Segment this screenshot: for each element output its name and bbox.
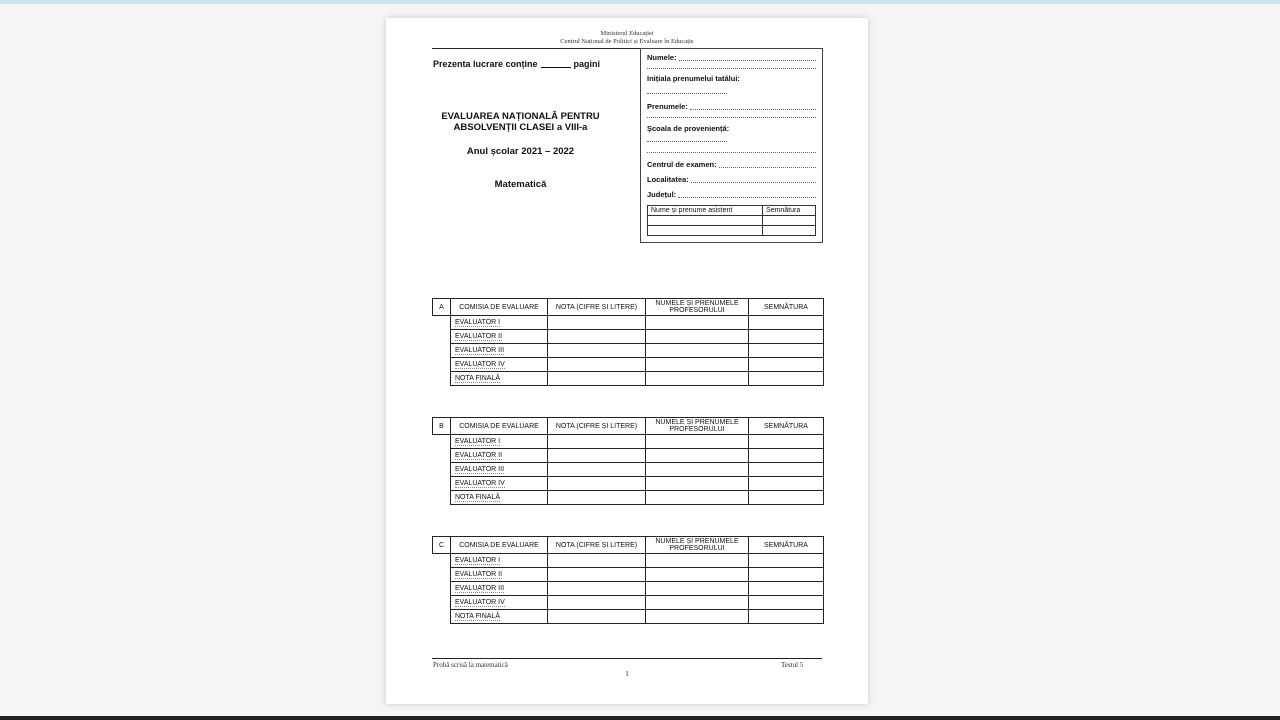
father-initial-row xyxy=(647,74,816,83)
grade-header: NOTA (CIFRE ȘI LITERE) xyxy=(548,537,646,554)
school-field xyxy=(647,141,727,142)
signature-cell xyxy=(749,477,824,491)
exam-center-label: Centrul de examen: xyxy=(647,160,717,169)
evaluator-label-text: EVALUATOR IV xyxy=(455,480,505,487)
evaluation-table xyxy=(432,298,824,386)
margin-cell xyxy=(433,463,451,477)
commission-header: COMISIA DE EVALUARE xyxy=(451,418,548,435)
exam-title xyxy=(433,111,608,133)
evaluator-label xyxy=(451,554,548,568)
evaluator-label-text: EVALUATOR I xyxy=(455,319,501,326)
exam-title-line1: EVALUAREA NAȚIONALĂ PENTRU xyxy=(441,111,600,122)
first-name-field xyxy=(690,102,816,110)
county-label: Județul: xyxy=(647,190,677,199)
school-year: Anul școlar 2021 – 2022 xyxy=(466,146,575,157)
signature-cell xyxy=(749,330,824,344)
table-letter: B xyxy=(433,418,451,435)
margin-cell xyxy=(433,435,451,449)
school-label: Școala de proveniență: xyxy=(647,124,730,133)
evaluator-label xyxy=(451,316,548,330)
table-row xyxy=(433,596,824,610)
teacher-header xyxy=(646,299,749,316)
exam-center-field xyxy=(719,160,816,168)
teacher-cell xyxy=(646,344,749,358)
margin-cell xyxy=(433,610,451,624)
footer-rule xyxy=(432,658,822,659)
grade-header: NOTA (CIFRE ȘI LITERE) xyxy=(548,299,646,316)
grade-cell xyxy=(548,372,646,386)
signature-header: SEMNĂTURA xyxy=(749,418,824,435)
evaluator-label xyxy=(451,344,548,358)
pages-suffix: pagini xyxy=(573,59,601,69)
bottom-border xyxy=(0,716,1280,720)
margin-cell xyxy=(433,491,451,505)
margin-cell xyxy=(433,568,451,582)
table-row xyxy=(433,449,824,463)
first-name-continuation xyxy=(647,117,816,118)
table-row xyxy=(433,330,824,344)
teacher-cell xyxy=(646,582,749,596)
evaluator-label-text: EVALUATOR IV xyxy=(455,361,505,368)
teacher-cell xyxy=(646,463,749,477)
grade-cell xyxy=(548,358,646,372)
teacher-cell xyxy=(646,316,749,330)
grade-cell xyxy=(548,330,646,344)
signature-header: SEMNĂTURA xyxy=(749,299,824,316)
evaluator-label xyxy=(451,582,548,596)
evaluator-label-text: NOTA FINALĂ xyxy=(455,613,500,620)
margin-cell xyxy=(433,596,451,610)
table-row xyxy=(433,358,824,372)
surname-row xyxy=(647,53,816,62)
assistant-name-cell xyxy=(648,216,763,226)
table-row xyxy=(433,316,824,330)
father-initial-field xyxy=(647,93,727,94)
evaluator-label-text: EVALUATOR I xyxy=(455,557,501,564)
evaluator-label-text: EVALUATOR III xyxy=(455,466,505,473)
signature-cell xyxy=(749,463,824,477)
teacher-header xyxy=(646,418,749,435)
assistant-signature-header: Semnătura xyxy=(763,206,816,216)
teacher-header xyxy=(646,537,749,554)
pages-count-line xyxy=(433,59,600,69)
evaluation-table xyxy=(432,536,824,624)
evaluator-label xyxy=(451,358,548,372)
grade-header: NOTA (CIFRE ȘI LITERE) xyxy=(548,418,646,435)
table-row xyxy=(433,568,824,582)
evaluator-label xyxy=(451,435,548,449)
candidate-id-box xyxy=(640,48,823,243)
table-letter: A xyxy=(433,299,451,316)
teacher-header-line2: PROFESORULUI xyxy=(669,545,725,552)
evaluation-table xyxy=(432,417,824,505)
margin-cell xyxy=(433,477,451,491)
teacher-cell xyxy=(646,358,749,372)
evaluator-label-text: EVALUATOR II xyxy=(455,571,503,578)
grade-cell xyxy=(548,610,646,624)
assistant-signature-cell xyxy=(763,216,816,226)
footer-test-label: Testul 5 xyxy=(781,661,804,669)
first-name-label: Prenumele: xyxy=(647,102,688,111)
evaluator-label xyxy=(451,568,548,582)
teacher-header-line1: NUMELE ȘI PRENUMELE xyxy=(655,538,739,545)
evaluator-label xyxy=(451,449,548,463)
evaluator-label xyxy=(451,610,548,624)
evaluator-label-text: EVALUATOR III xyxy=(455,347,505,354)
exam-title-line2: ABSOLVENȚII CLASEI a VIII-a xyxy=(453,122,588,133)
teacher-cell xyxy=(646,330,749,344)
evaluator-label-text: EVALUATOR II xyxy=(455,452,503,459)
table-row xyxy=(433,491,824,505)
commission-header: COMISIA DE EVALUARE xyxy=(451,299,548,316)
county-row xyxy=(647,190,816,199)
county-field xyxy=(678,190,816,198)
center-name: Centrul Național de Politici și Evaluare în Educație xyxy=(560,37,694,45)
evaluator-label-text: EVALUATOR I xyxy=(455,438,501,445)
table-row xyxy=(433,582,824,596)
evaluator-label xyxy=(451,491,548,505)
evaluator-label xyxy=(451,477,548,491)
table-row xyxy=(433,610,824,624)
signature-cell xyxy=(749,568,824,582)
signature-cell xyxy=(749,344,824,358)
locality-field xyxy=(691,175,816,183)
margin-cell xyxy=(433,344,451,358)
table-row xyxy=(433,344,824,358)
teacher-cell xyxy=(646,596,749,610)
evaluator-label-text: EVALUATOR II xyxy=(455,333,503,340)
grade-cell xyxy=(548,435,646,449)
evaluator-label-text: NOTA FINALĂ xyxy=(455,375,500,382)
evaluator-label xyxy=(451,463,548,477)
table-row xyxy=(433,463,824,477)
signature-cell xyxy=(749,449,824,463)
table-row xyxy=(433,435,824,449)
school-continuation xyxy=(647,152,816,153)
margin-cell xyxy=(433,358,451,372)
teacher-header-line2: PROFESORULUI xyxy=(669,426,725,433)
grade-cell xyxy=(548,554,646,568)
margin-cell xyxy=(433,449,451,463)
evaluator-label xyxy=(451,596,548,610)
commission-header: COMISIA DE EVALUARE xyxy=(451,537,548,554)
locality-label: Localitatea: xyxy=(647,175,689,184)
table-row xyxy=(433,477,824,491)
grade-cell xyxy=(548,491,646,505)
evaluator-label-text: NOTA FINALĂ xyxy=(455,494,500,501)
pages-blank xyxy=(541,67,571,68)
top-border xyxy=(0,0,1280,4)
table-letter: C xyxy=(433,537,451,554)
signature-cell xyxy=(749,582,824,596)
signature-header: SEMNĂTURA xyxy=(749,537,824,554)
teacher-cell xyxy=(646,610,749,624)
document-page xyxy=(386,18,868,704)
grade-cell xyxy=(548,449,646,463)
teacher-cell xyxy=(646,372,749,386)
evaluator-label xyxy=(451,330,548,344)
evaluator-label-text: EVALUATOR III xyxy=(455,585,505,592)
grade-cell xyxy=(548,316,646,330)
surname-field xyxy=(679,53,816,61)
margin-cell xyxy=(433,330,451,344)
teacher-cell xyxy=(646,435,749,449)
margin-cell xyxy=(433,554,451,568)
margin-cell xyxy=(433,372,451,386)
evaluator-label-text: EVALUATOR IV xyxy=(455,599,505,606)
father-initial-label: Inițiala prenumelui tatălui: xyxy=(647,74,740,83)
signature-cell xyxy=(749,435,824,449)
teacher-cell xyxy=(646,477,749,491)
margin-cell xyxy=(433,316,451,330)
grade-cell xyxy=(548,477,646,491)
grade-cell xyxy=(548,344,646,358)
grade-cell xyxy=(548,568,646,582)
exam-subject: Matematică xyxy=(494,179,547,190)
assistant-signature-cell xyxy=(763,226,816,236)
signature-cell xyxy=(749,316,824,330)
signature-cell xyxy=(749,372,824,386)
signature-cell xyxy=(749,491,824,505)
surname-continuation xyxy=(647,68,816,69)
page-header xyxy=(386,30,868,45)
signature-cell xyxy=(749,358,824,372)
surname-label: Numele: xyxy=(647,53,677,62)
first-name-row xyxy=(647,102,816,111)
school-row xyxy=(647,124,816,133)
teacher-cell xyxy=(646,491,749,505)
signature-cell xyxy=(749,554,824,568)
grade-cell xyxy=(548,463,646,477)
evaluator-label xyxy=(451,372,548,386)
footer-exam-label: Probă scrisă la matematică xyxy=(433,661,508,669)
assistant-table xyxy=(647,205,816,236)
assistant-name-cell xyxy=(648,226,763,236)
grade-cell xyxy=(548,582,646,596)
signature-cell xyxy=(749,610,824,624)
pages-prefix: Prezenta lucrare conține xyxy=(433,59,538,69)
teacher-cell xyxy=(646,554,749,568)
teacher-header-line1: NUMELE ȘI PRENUMELE xyxy=(655,419,739,426)
teacher-header-line2: PROFESORULUI xyxy=(669,307,725,314)
teacher-header-line1: NUMELE ȘI PRENUMELE xyxy=(655,300,739,307)
teacher-cell xyxy=(646,568,749,582)
assistant-name-header: Nume și prenume asistent xyxy=(648,206,763,216)
table-row xyxy=(433,372,824,386)
ministry-name: Ministerul Educației xyxy=(600,30,654,37)
signature-cell xyxy=(749,596,824,610)
locality-row xyxy=(647,175,816,184)
grade-cell xyxy=(548,596,646,610)
exam-center-row xyxy=(647,160,816,169)
margin-cell xyxy=(433,582,451,596)
teacher-cell xyxy=(646,449,749,463)
table-row xyxy=(433,554,824,568)
page-number: 1 xyxy=(625,670,629,678)
